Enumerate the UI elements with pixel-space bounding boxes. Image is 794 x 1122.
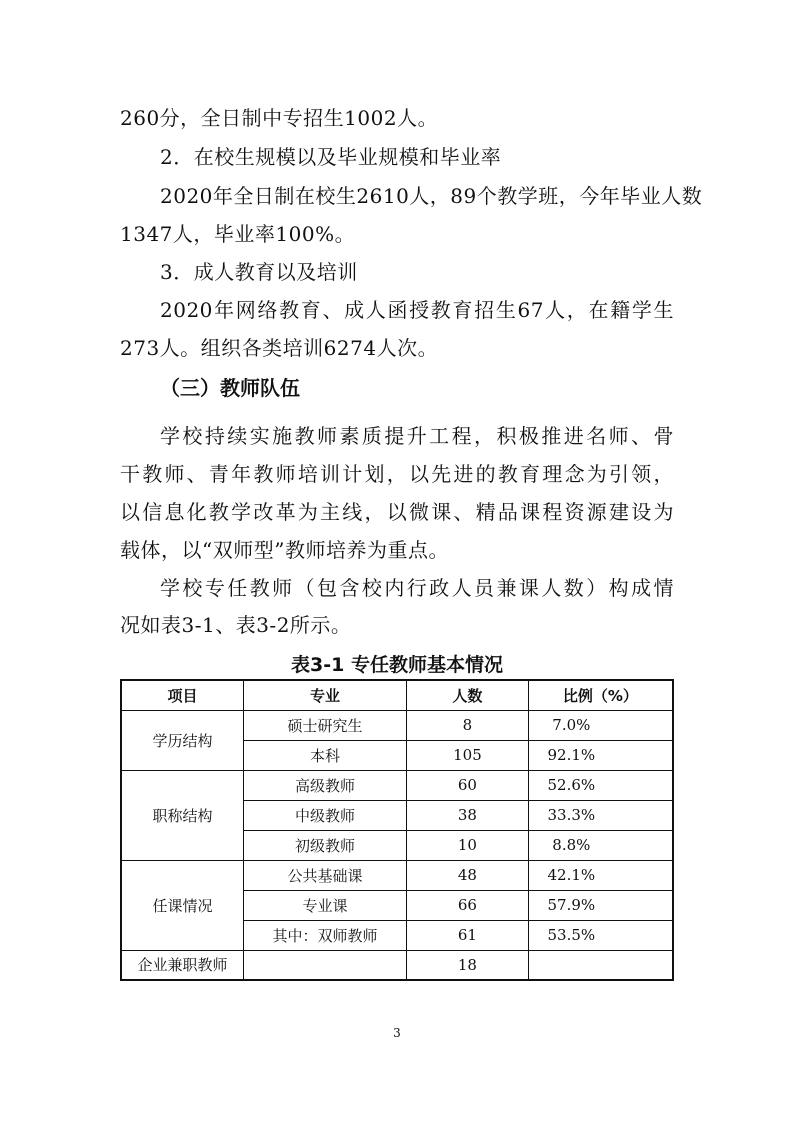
paragraph-line: 况如表3-1、表3-2所示。: [120, 613, 352, 637]
ratio-cell: 53.5%: [528, 920, 673, 950]
ratio-cell: 8.8%: [528, 830, 673, 860]
table-title: 表3-1 专任教师基本情况: [291, 654, 503, 676]
group-cell: 职称结构: [121, 770, 243, 860]
paragraph-line: 2020年全日制在校生2610人，89个教学班，今年毕业人数: [160, 184, 703, 208]
major-cell: 硕士研究生: [243, 710, 406, 740]
ratio-cell: 42.1%: [528, 860, 673, 890]
ratio-cell: 57.9%: [528, 890, 673, 920]
item-heading: 3．成人教育以及培训: [160, 260, 358, 284]
teacher-table: [120, 679, 674, 981]
header-cell: 项目: [121, 680, 243, 710]
paragraph-line: 2020年网络教育、成人函授教育招生67人，在籍学生: [160, 298, 674, 322]
ratio-cell: 92.1%: [528, 740, 673, 770]
count-cell: 66: [407, 890, 529, 920]
table-header-row: [121, 680, 673, 710]
section-heading: （三）教师队伍: [160, 376, 300, 400]
major-cell: 高级教师: [243, 770, 406, 800]
table-row: [121, 710, 673, 740]
ratio-cell: 52.6%: [528, 770, 673, 800]
paragraph-line: 273人。组织各类培训6274人次。: [120, 336, 439, 360]
group-cell: 任课情况: [121, 860, 243, 950]
count-cell: 61: [407, 920, 529, 950]
group-cell: 学历结构: [121, 710, 243, 770]
group-cell: 企业兼职教师: [121, 950, 243, 980]
major-cell: [243, 950, 406, 980]
major-cell: 中级教师: [243, 800, 406, 830]
count-cell: 48: [407, 860, 529, 890]
major-cell: 本科: [243, 740, 406, 770]
ratio-cell: [528, 950, 673, 980]
ratio-cell: 7.0%: [528, 710, 673, 740]
count-cell: 18: [407, 950, 529, 980]
count-cell: 8: [407, 710, 529, 740]
header-cell: 专业: [243, 680, 406, 710]
header-cell: 人数: [407, 680, 529, 710]
paragraph-line: 干教师、青年教师培训计划，以先进的教育理念为引领，: [120, 462, 674, 486]
paragraph-line: 载体，以“双师型”教师培养为重点。: [120, 538, 449, 562]
paragraph-line: 1347人，毕业率100%。: [120, 222, 356, 246]
paragraph-line: 以信息化教学改革为主线，以微课、精品课程资源建设为: [120, 500, 674, 524]
paragraph-line: 学校持续实施教师素质提升工程，积极推进名师、骨: [160, 424, 674, 448]
table-row: [121, 770, 673, 800]
item-heading: 2．在校生规模以及毕业规模和毕业率: [160, 145, 502, 169]
count-cell: 38: [407, 800, 529, 830]
count-cell: 105: [407, 740, 529, 770]
major-cell: 公共基础课: [243, 860, 406, 890]
table-row: [121, 950, 673, 980]
paragraph-line: 学校专任教师（包含校内行政人员兼课人数）构成情: [160, 576, 674, 600]
paragraph-line: 260分，全日制中专招生1002人。: [120, 106, 439, 130]
ratio-cell: 33.3%: [528, 800, 673, 830]
major-cell: 初级教师: [243, 830, 406, 860]
count-cell: 10: [407, 830, 529, 860]
major-cell: 其中：双师教师: [243, 920, 406, 950]
header-cell: 比例（%）: [528, 680, 673, 710]
table-row: [121, 860, 673, 890]
major-cell: 专业课: [243, 890, 406, 920]
count-cell: 60: [407, 770, 529, 800]
page-number: 3: [393, 1026, 401, 1040]
